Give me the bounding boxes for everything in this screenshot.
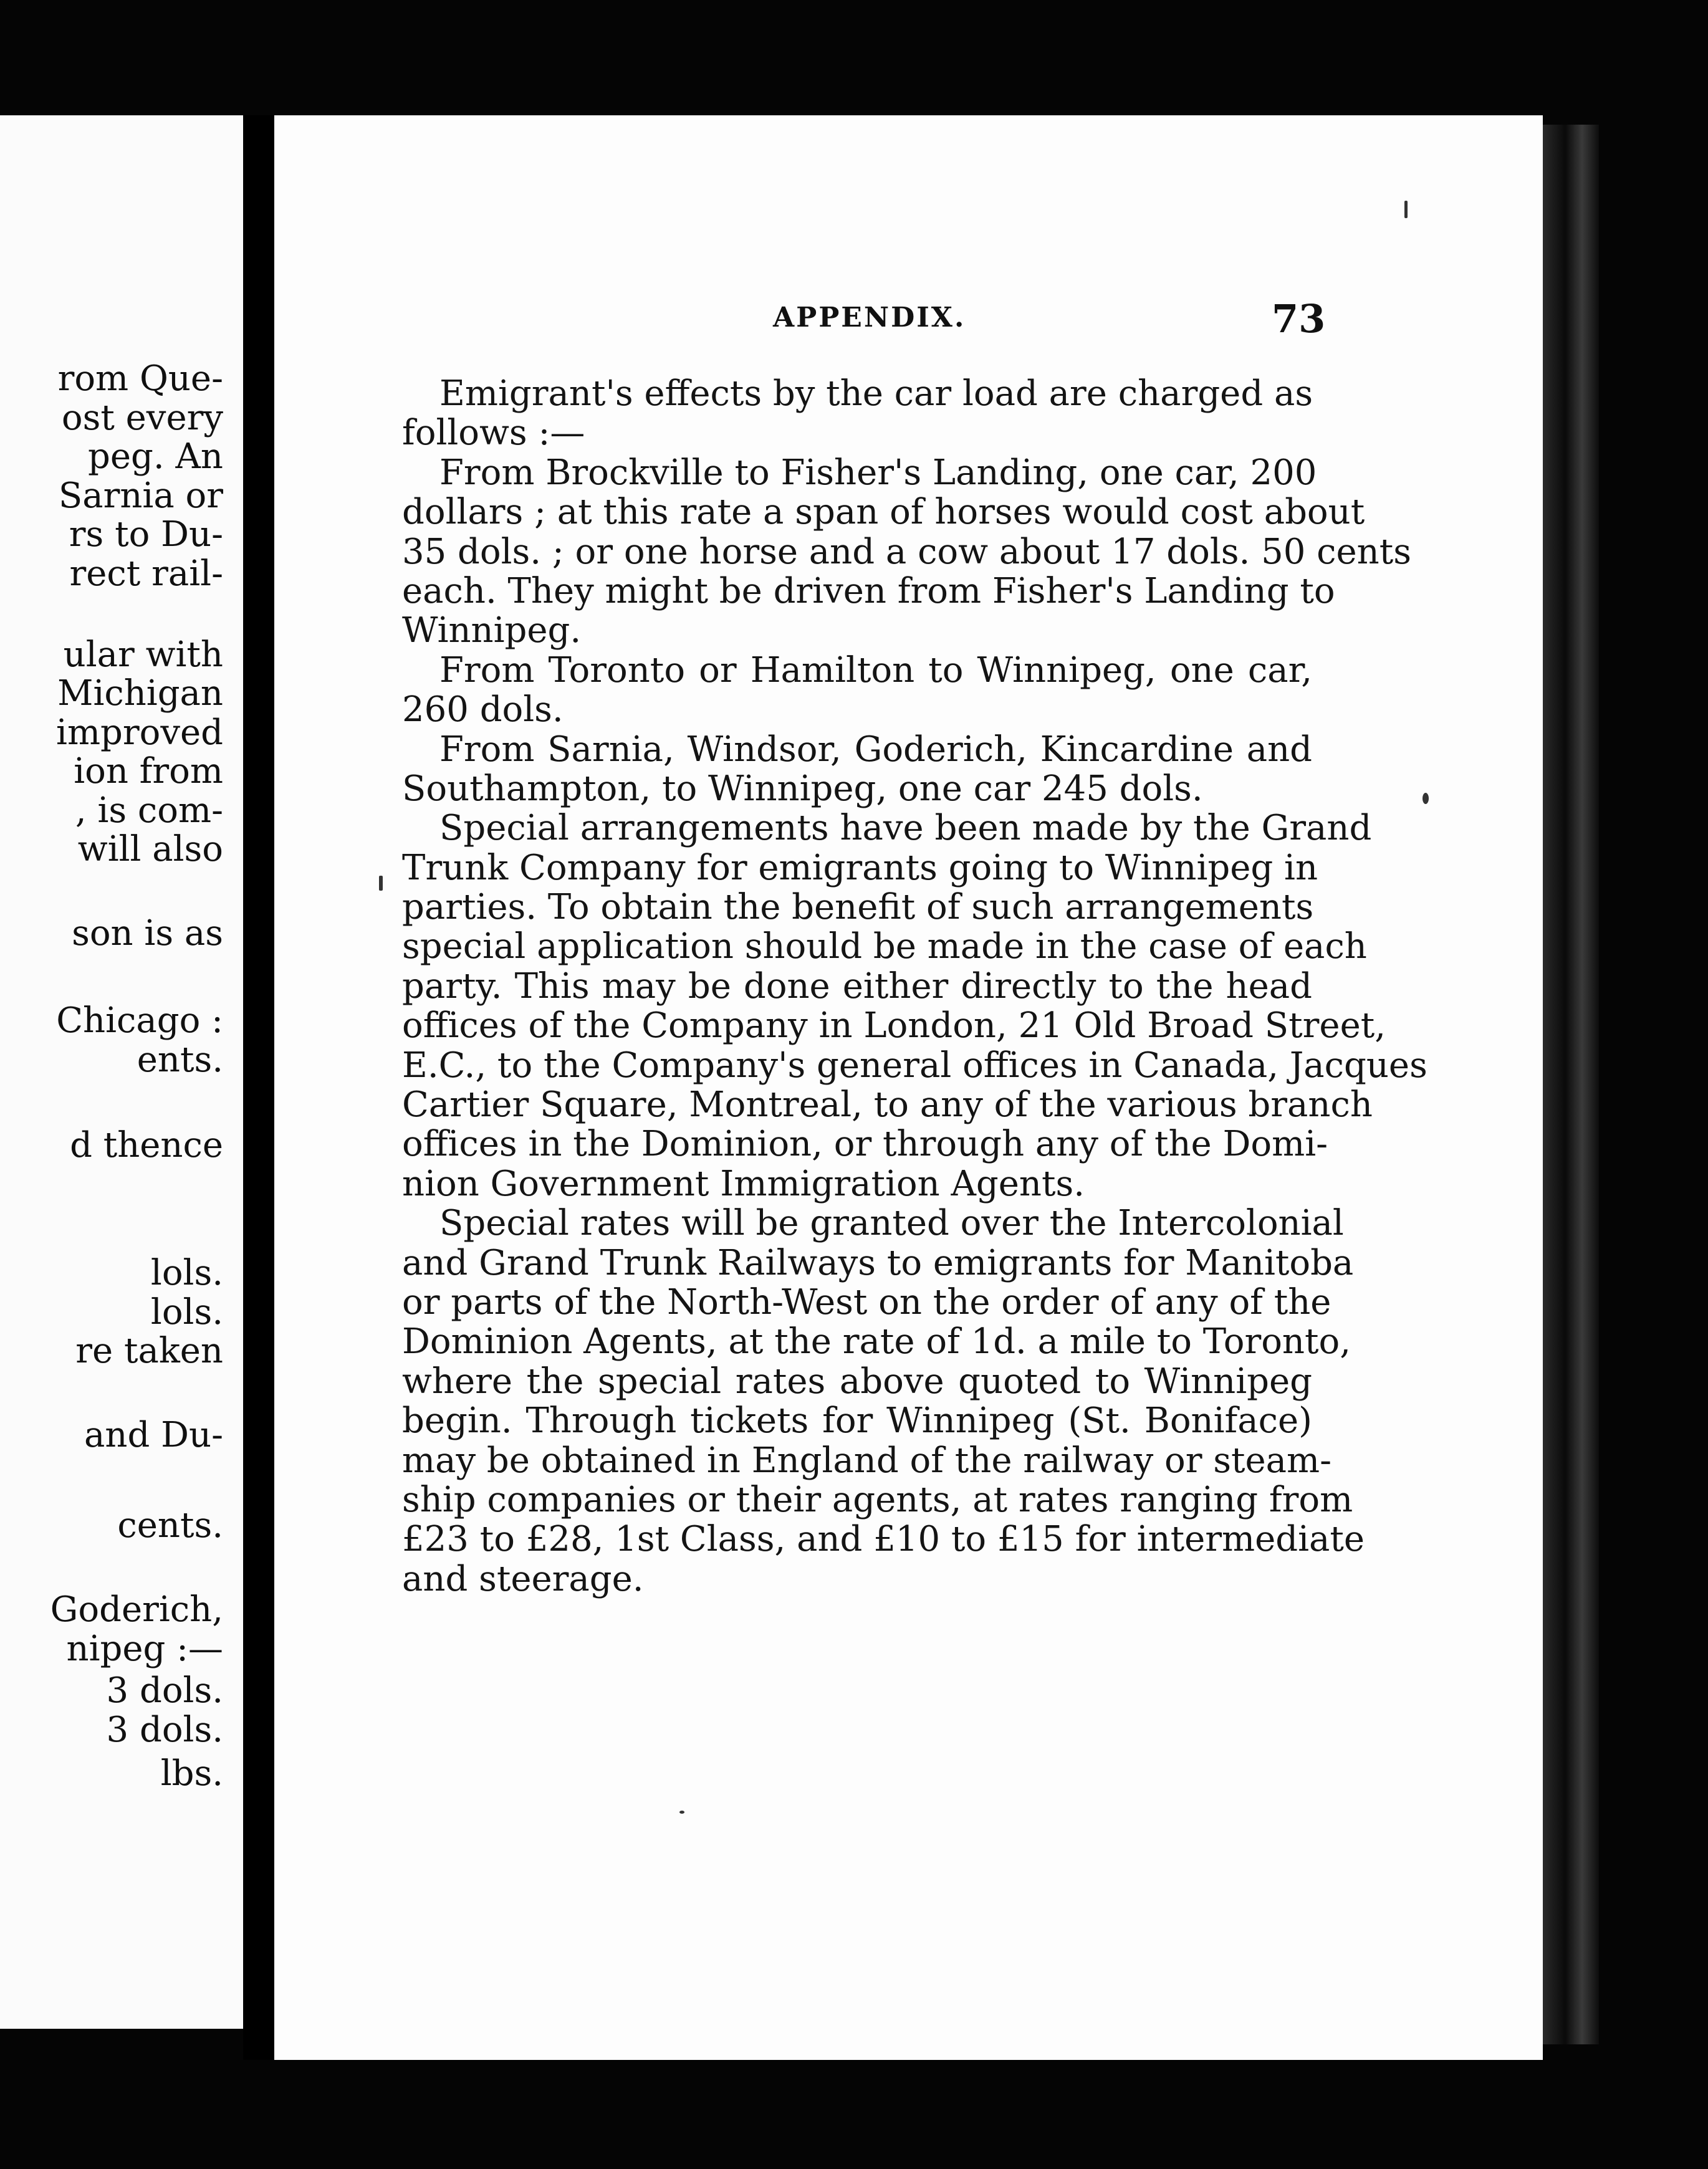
left-page xyxy=(0,115,243,2029)
left-page-line: lols. xyxy=(150,1253,223,1293)
scan-speck xyxy=(379,876,383,891)
left-page-line: ular with xyxy=(63,634,223,675)
text-line: parties. To obtain the benefit of such arrangements xyxy=(402,887,1314,928)
page-edge xyxy=(1543,125,1599,2044)
text-line: Cartier Square, Montreal, to any of the various branch xyxy=(402,1084,1373,1126)
left-page-line: rect rail- xyxy=(69,553,223,594)
page-number: 73 xyxy=(1272,296,1326,342)
left-page-line: Sarnia or xyxy=(58,476,223,516)
text-line: offices of the Company in London, 21 Old Broad Street, xyxy=(402,1005,1386,1046)
left-page-line: will also xyxy=(77,829,223,869)
left-page-line: and Du- xyxy=(84,1415,223,1455)
left-page-line: ents. xyxy=(137,1040,223,1080)
text-line: Southampton, to Winnipeg, one car 245 dols. xyxy=(402,768,1203,809)
text-line: From Brockville to Fisher's Landing, one car, 200 xyxy=(439,452,1317,493)
text-line: From Toronto or Hamilton to Winnipeg, one car, xyxy=(439,649,1312,691)
text-line: E.C., to the Company's general offices in Canada, Jacques xyxy=(402,1045,1427,1086)
left-page-line: Goderich, xyxy=(50,1589,223,1630)
left-page-line: ion from xyxy=(74,751,223,792)
text-line: nion Government Immigration Agents. xyxy=(402,1163,1085,1204)
text-line: follows :— xyxy=(402,413,585,454)
left-page-line: nipeg :— xyxy=(66,1629,223,1669)
left-page-line: cents. xyxy=(117,1505,223,1546)
text-line: Dominion Agents, at the rate of 1d. a mile to Toronto, xyxy=(402,1321,1351,1362)
left-page-line: rom Que- xyxy=(57,358,223,399)
left-page-line: lols. xyxy=(150,1292,223,1333)
book-gutter xyxy=(243,115,273,2060)
left-page-line: d thence xyxy=(70,1125,223,1166)
left-page-line: ost every xyxy=(61,398,223,438)
text-line: From Sarnia, Windsor, Goderich, Kincardine and xyxy=(439,729,1312,770)
text-line: Emigrant's effects by the car load are charged as xyxy=(439,373,1313,414)
scan-speck xyxy=(1404,201,1408,218)
left-page-line: improved xyxy=(56,712,223,753)
text-line: may be obtained in England of the railway or steam- xyxy=(402,1440,1332,1481)
text-line: begin. Through tickets for Winnipeg (St. Boniface) xyxy=(402,1401,1312,1442)
left-page-line: rs to Du- xyxy=(69,514,223,555)
left-page-line: Chicago : xyxy=(56,1000,223,1041)
left-page-line: re taken xyxy=(75,1331,223,1371)
left-page-line: 3 dols. xyxy=(106,1670,223,1711)
body-text xyxy=(402,373,1427,1599)
text-line: and steerage. xyxy=(402,1558,644,1599)
text-line: Winnipeg. xyxy=(402,610,582,651)
left-page-line: , is com- xyxy=(75,790,223,831)
text-line: 35 dols. ; or one horse and a cow about 17 dols. 50 cents xyxy=(402,531,1411,572)
running-header: APPENDIX. xyxy=(773,302,966,333)
left-page-line: peg. An xyxy=(88,436,223,477)
left-page-line: Michigan xyxy=(57,673,223,714)
text-line: Special arrangements have been made by the Grand xyxy=(439,808,1372,849)
text-line: dollars ; at this rate a span of horses would cost about xyxy=(402,492,1365,533)
text-line: special application should be made in the case of each xyxy=(402,926,1367,967)
scan-speck xyxy=(679,1811,684,1814)
text-line: or parts of the North-West on the order of any of the xyxy=(402,1281,1331,1323)
text-line: ship companies or their agents, at rates ranging from xyxy=(402,1479,1353,1520)
left-page-line: son is as xyxy=(72,913,223,954)
text-line: 260 dols. xyxy=(402,689,564,730)
text-line: Special rates will be granted over the Intercolonial xyxy=(439,1203,1344,1244)
text-line: Trunk Company for emigrants going to Winnipeg in xyxy=(402,847,1318,888)
text-line: and Grand Trunk Railways to emigrants for Manitoba xyxy=(402,1242,1354,1283)
text-line: offices in the Dominion, or through any of the Domi- xyxy=(402,1124,1328,1165)
left-page-line: 3 dols. xyxy=(106,1710,223,1750)
text-line: party. This may be done either directly to the head xyxy=(402,965,1312,1007)
text-line: each. They might be driven from Fisher's Landing to xyxy=(402,570,1335,611)
text-line: £23 to £28, 1st Class, and £10 to £15 for intermediate xyxy=(402,1519,1365,1560)
scan-speck xyxy=(1423,793,1429,804)
left-page-line: lbs. xyxy=(160,1753,223,1794)
text-line: where the special rates above quoted to Winnipeg xyxy=(402,1361,1312,1402)
